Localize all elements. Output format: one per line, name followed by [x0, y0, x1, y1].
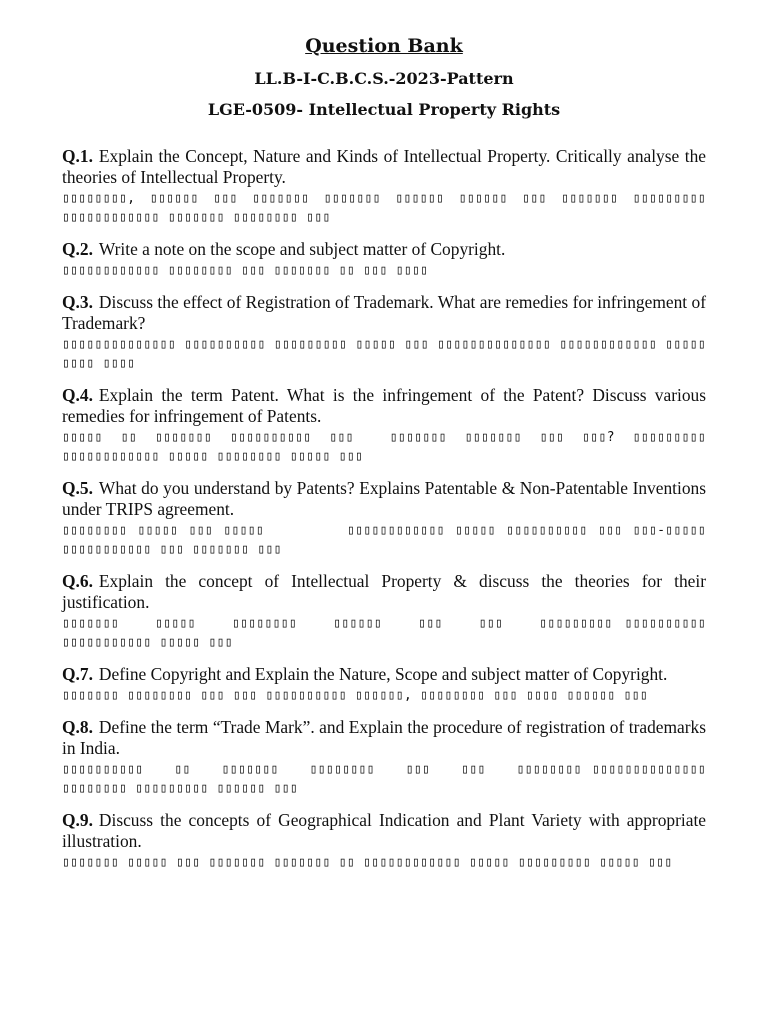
- question-text: [62, 146, 706, 188]
- hindi-translation: ▯▯▯▯▯▯▯ ▯▯▯▯▯▯▯▯ ▯▯▯ ▯▯▯ ▯▯▯▯▯▯▯▯▯▯ ▯▯▯▯▯▯, ▯▯▯▯▯▯▯▯ ▯▯▯ ▯▯▯▯ ▯▯▯▯▯▯ ▯▯▯: [62, 688, 649, 703]
- question-text: [62, 664, 706, 685]
- question-text: [62, 239, 706, 260]
- question-text: [62, 717, 706, 759]
- question-number: Q.7.: [62, 664, 93, 684]
- question-body: Explain the term Patent. What is the infringement of the Patent? Discuss various remedies for infringement of Patents.: [62, 385, 706, 426]
- question-text: [62, 478, 706, 520]
- hindi-translation: ▯▯▯▯▯▯▯▯ ▯▯▯▯▯ ▯▯▯ ▯▯▯▯▯ ▯▯▯▯▯▯▯▯▯▯▯▯ ▯▯▯▯▯ ▯▯▯▯▯▯▯▯▯▯ ▯▯▯ ▯▯▯-▯▯▯▯▯ ▯▯▯▯▯▯▯▯▯▯▯ ▯▯▯ ▯▯▯▯▯▯▯ ▯▯▯: [62, 523, 715, 557]
- question-text: [62, 385, 706, 427]
- question-item: [62, 478, 715, 559]
- question-number: Q.8.: [62, 717, 93, 737]
- question-body: Explain the Concept, Nature and Kinds of Intellectual Property. Critically analyse the theories of Intellectual Property.: [62, 146, 706, 187]
- question-text: [62, 810, 706, 852]
- question-text: [62, 571, 706, 613]
- hindi-translation: ▯▯▯▯▯▯▯▯▯▯ ▯▯ ▯▯▯▯▯▯▯ ▯▯▯▯▯▯▯▯ ▯▯▯ ▯▯▯ ▯▯▯▯▯▯▯▯ ▯▯▯▯▯▯▯▯▯▯▯▯▯▯ ▯▯▯▯▯▯▯▯ ▯▯▯▯▯▯▯▯▯ ▯▯▯▯▯▯ ▯▯▯: [62, 762, 715, 796]
- hindi-translation: ▯▯▯▯▯▯▯ ▯▯▯▯▯ ▯▯▯▯▯▯▯▯ ▯▯▯▯▯▯ ▯▯▯ ▯▯▯ ▯▯▯▯▯▯▯▯▯ ▯▯▯▯▯▯▯▯▯▯ ▯▯▯▯▯▯▯▯▯▯▯ ▯▯▯▯▯ ▯▯▯: [62, 616, 715, 650]
- question-body: Discuss the concepts of Geographical Indication and Plant Variety with appropriate illustration.: [62, 810, 706, 851]
- question-number: Q.5.: [62, 478, 93, 498]
- hindi-translation: ▯▯▯▯▯▯▯▯▯▯▯▯▯▯ ▯▯▯▯▯▯▯▯▯▯ ▯▯▯▯▯▯▯▯▯ ▯▯▯▯▯ ▯▯▯ ▯▯▯▯▯▯▯▯▯▯▯▯▯▯ ▯▯▯▯▯▯▯▯▯▯▯▯ ▯▯▯▯▯ ▯▯▯▯ ▯▯▯▯: [62, 337, 715, 371]
- question-item: [62, 146, 715, 227]
- question-body: Explain the concept of Intellectual Property & discuss the theories for their justification.: [62, 571, 706, 612]
- question-item: [62, 239, 706, 280]
- question-body: What do you understand by Patents? Explains Patentable & Non-Patentable Inventions under TRIPS agreement.: [62, 478, 706, 519]
- subject-title: LGE-0509- Intellectual Property Rights: [207, 100, 561, 119]
- question-list: [62, 146, 715, 872]
- question-number: Q.6.: [62, 571, 93, 591]
- question-number: Q.3.: [62, 292, 93, 312]
- question-text: [62, 292, 706, 334]
- question-item: [62, 664, 706, 705]
- hindi-translation: ▯▯▯▯▯▯▯▯▯▯▯▯ ▯▯▯▯▯▯▯▯ ▯▯▯ ▯▯▯▯▯▯▯ ▯▯ ▯▯▯ ▯▯▯▯: [62, 263, 429, 278]
- question-number: Q.4.: [62, 385, 93, 405]
- hindi-translation: ▯▯▯▯▯ ▯▯ ▯▯▯▯▯▯▯ ▯▯▯▯▯▯▯▯▯▯ ▯▯▯ ▯▯▯▯▯▯▯ ▯▯▯▯▯▯▯ ▯▯▯ ▯▯▯? ▯▯▯▯▯▯▯▯▯ ▯▯▯▯▯▯▯▯▯▯▯▯ ▯▯▯▯▯ ▯▯▯▯▯▯▯▯ ▯▯▯▯▯ ▯▯▯: [62, 430, 715, 464]
- question-item: [62, 292, 715, 373]
- hindi-translation: ▯▯▯▯▯▯▯ ▯▯▯▯▯ ▯▯▯ ▯▯▯▯▯▯▯ ▯▯▯▯▯▯▯ ▯▯ ▯▯▯▯▯▯▯▯▯▯▯▯ ▯▯▯▯▯ ▯▯▯▯▯▯▯▯▯ ▯▯▯▯▯ ▯▯▯: [62, 855, 673, 870]
- question-number: Q.2.: [62, 239, 93, 259]
- question-body: Define Copyright and Explain the Nature, Scope and subject matter of Copyright.: [98, 664, 668, 684]
- question-body: Write a note on the scope and subject matter of Copyright.: [98, 239, 506, 259]
- question-item: [62, 571, 715, 652]
- question-item: [62, 810, 706, 872]
- page-title: Question Bank: [305, 35, 463, 57]
- question-number: Q.1.: [62, 146, 93, 166]
- question-item: [62, 385, 715, 466]
- question-body: Discuss the effect of Registration of Trademark. What are remedies for infringement of Trademark?: [62, 292, 706, 333]
- question-item: [62, 717, 715, 798]
- question-number: Q.9.: [62, 810, 93, 830]
- question-body: Define the term “Trade Mark”. and Explain the procedure of registration of trademarks in India.: [62, 717, 706, 758]
- hindi-translation: ▯▯▯▯▯▯▯▯, ▯▯▯▯▯▯ ▯▯▯ ▯▯▯▯▯▯▯ ▯▯▯▯▯▯▯ ▯▯▯▯▯▯ ▯▯▯▯▯▯ ▯▯▯ ▯▯▯▯▯▯▯ ▯▯▯▯▯▯▯▯▯ ▯▯▯▯▯▯▯▯▯▯▯▯ ▯▯▯▯▯▯▯ ▯▯▯▯▯▯▯▯ ▯▯▯: [62, 191, 715, 225]
- course-pattern: LL.B-I-C.B.C.S.-2023-Pattern: [254, 69, 514, 88]
